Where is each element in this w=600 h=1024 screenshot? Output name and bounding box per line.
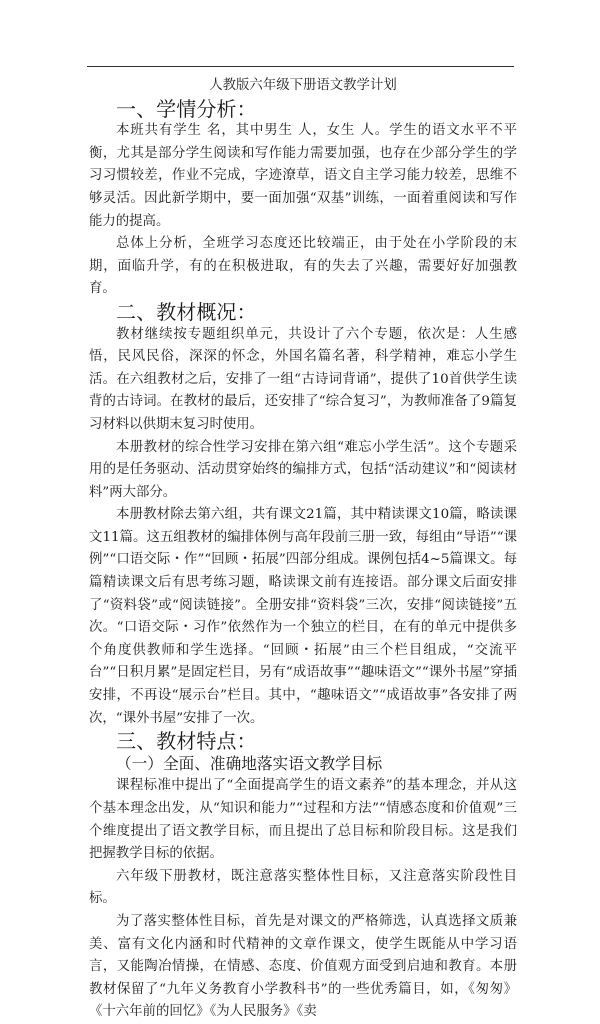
section-heading-overview: 二、教材概况： <box>116 299 257 324</box>
document-title: 人教版六年级下册语文教学计划 <box>209 78 397 93</box>
section-heading-situation: 一、学情分析： <box>116 96 257 121</box>
paragraph: 本册教材的综合性学习安排在第六组“难忘小学生活”。这个专题采用的是任务驱动、活动贯穿始终的编排方式，包括“活动建议”和“阅读材料”两大部分。 <box>89 439 517 500</box>
document-body <box>89 75 517 1024</box>
paragraph: 为了落实整体性目标，首先是对课文的严格筛选，认真选择文质兼美、富有文化内涵和时代精神的文章作课文，使学生既能从中学习语言，又能陶冶情操，在情感、态度、价值观方面受到启迪和教育。本册教材保留了“九年义务教育小学教科书”的一些优秀篇目，如，《匆匆》《十六年前的回忆》《为人民服务》《卖 <box>89 913 517 1020</box>
paragraph: 总体上分析，全班学习态度还比较端正，由于处在小学阶段的末期，面临升学，有的在积极进取，有的失去了兴趣，需要好好加强教育。 <box>89 236 517 297</box>
subsection-heading: （一）全面、准确地落实语文教学目标 <box>116 753 383 773</box>
paragraph: 本册教材除去第六组，共有课文21篇，其中精读课文10篇，略读课文11篇。这五组教材的编排体例与高年段前三册一致，每组由“导语”“课例”“口语交际・作”“回顾・拓展”四部分组成。课例包括4~5篇课文。每篇精读课文后有思考练习题，略读课文前有连接语。部分课文后面安排了“资料袋”或“阅读链接”。全册安排“资料袋”三次，安排“阅读链接”五次。“口语交际・习作”依然作为一个独立的栏目，在有的单元中提供多个角度供教师和学生选择。“回顾・拓展”由三个栏目组成，“交流平台”“日积月累”是固定栏目，另有“成语故事”“趣味语文”“课外书屋”穿插安排，不再设“展示台”栏目。其中，“趣味语文”“成语故事”各安排了两次，“课外书屋”安排了一次。 <box>89 507 517 726</box>
paragraph: 课程标准中提出了“全面提高学生的语文素养”的基本理念，并从这个基本理念出发，从“知识和能力”“过程和方法”“情感态度和价值观”三个维度提出了语文教学目标，而且提出了总目标和阶段目标。这是我们把握教学目标的依据。 <box>89 778 517 862</box>
paragraph: 本班共有学生 名，其中男生 人，女生 人。学生的语文水平不平衡，尤其是部分学生阅读和写作能力需要加强，也存在少部分学生的学习习惯较差，作业不完成，字迹潦草，语文自主学习能力较差，思维不够灵活。因此新学期中，要一面加强“双基”训练，一面着重阅读和写作能力的提高。 <box>89 123 517 229</box>
header-rule <box>87 66 514 67</box>
paragraph: 六年级下册教材，既注意落实整体性目标，又注意落实阶段性目标。 <box>89 868 517 907</box>
section-heading-features: 三、教材特点： <box>116 729 257 754</box>
paragraph: 教材继续按专题组织单元，共设计了六个专题，依次是：人生感悟，民风民俗，深深的怀念，外国名篇名著，科学精神，难忘小学生活。在六组教材之后，安排了一组“古诗词背诵”，提供了10首供学生读背的古诗词。在教材的最后，还安排了“综合复习”，为教师准备了9篇复习材料以供期末复习时使用。 <box>89 326 517 432</box>
